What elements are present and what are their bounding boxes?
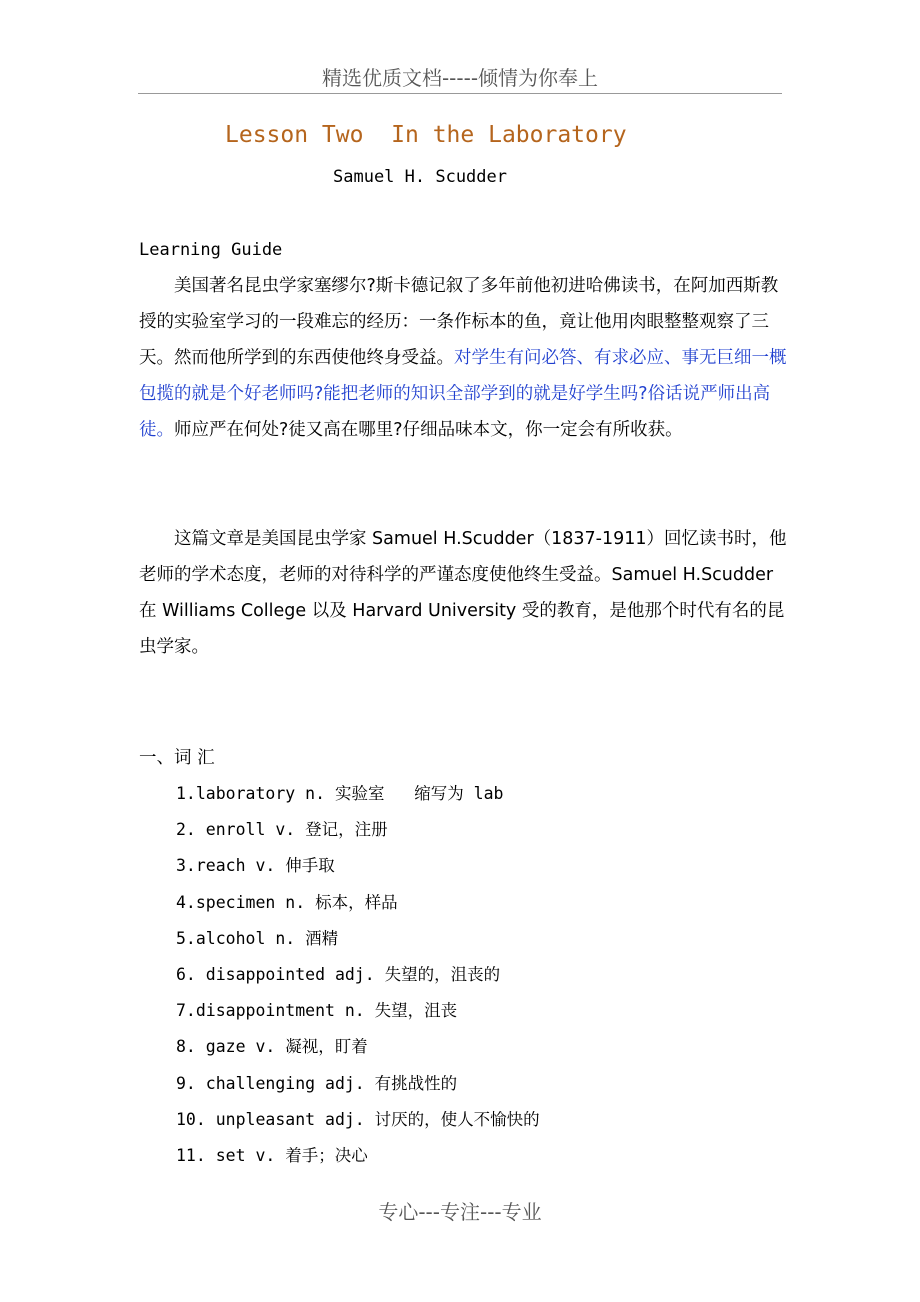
vocabulary-list — [176, 776, 540, 1174]
vocab-item: 6. disappointed adj. 失望的，沮丧的 — [176, 964, 501, 984]
vocab-item: 8. gaze v. 凝视，盯着 — [176, 1037, 368, 1057]
learning-guide-heading: Learning Guide — [139, 240, 283, 260]
vocab-item: 2. enroll v. 登记，注册 — [176, 820, 388, 840]
lesson-title: Lesson Two In the Laboratory — [225, 122, 627, 148]
vocabulary-heading: 一、词 汇 — [139, 748, 215, 768]
vocab-item: 10. unpleasant adj. 讨厌的，使人不愉快的 — [176, 1109, 540, 1129]
page-header: 精选优质文档-----倾情为你奉上 — [321, 66, 599, 90]
guide-text-end: 师应严在何处?徒又高在哪里?仔细品味本文，你一定会有所收获。 — [174, 420, 683, 440]
author-name: Samuel H. Scudder — [333, 167, 507, 187]
vocab-item: 5.alcohol n. 酒精 — [176, 928, 339, 948]
page-footer: 专心---专注---专业 — [378, 1200, 542, 1224]
guide-text-intro: 美国著名昆虫学家塞缪尔?斯卡德记叙了多年前他初进哈佛读书，在阿加西斯教授的实验室学习的一段难忘的经历：一条作标本的鱼，竟让他用肉眼整整观察了三天。然而他所学到的东西使他终身受益。 — [139, 276, 779, 368]
vocab-item: 9. challenging adj. 有挑战性的 — [176, 1073, 458, 1093]
vocab-item: 1.laboratory n. 实验室 缩写为 lab — [176, 784, 504, 803]
vocab-item: 4.specimen n. 标本，样品 — [176, 892, 398, 912]
vocab-item: 11. set v. 着手；决心 — [176, 1145, 368, 1165]
guide-text-highlight: 对学生有问必答、有求必应、事无巨细一概包揽的就是个好老师吗?能把老师的知识全部学到的就是好学生吗?俗话说严师出高徒。 — [139, 348, 787, 440]
learning-guide-paragraph — [139, 268, 789, 448]
vocab-item: 7.disappointment n. 失望，沮丧 — [176, 1001, 458, 1021]
header-divider — [138, 93, 782, 94]
author-background-paragraph: 这篇文章是美国昆虫学家 Samuel H.Scudder（1837-1911）回忆读书时，他老师的学术态度，老师的对待科学的严谨态度使他终生受益。Samuel H.Scudder在 Williams College 以及 Harvard University 受的教育，是他那个时代有名的昆虫学家。 — [139, 529, 787, 657]
vocab-item: 3.reach v. 伸手取 — [176, 856, 335, 876]
